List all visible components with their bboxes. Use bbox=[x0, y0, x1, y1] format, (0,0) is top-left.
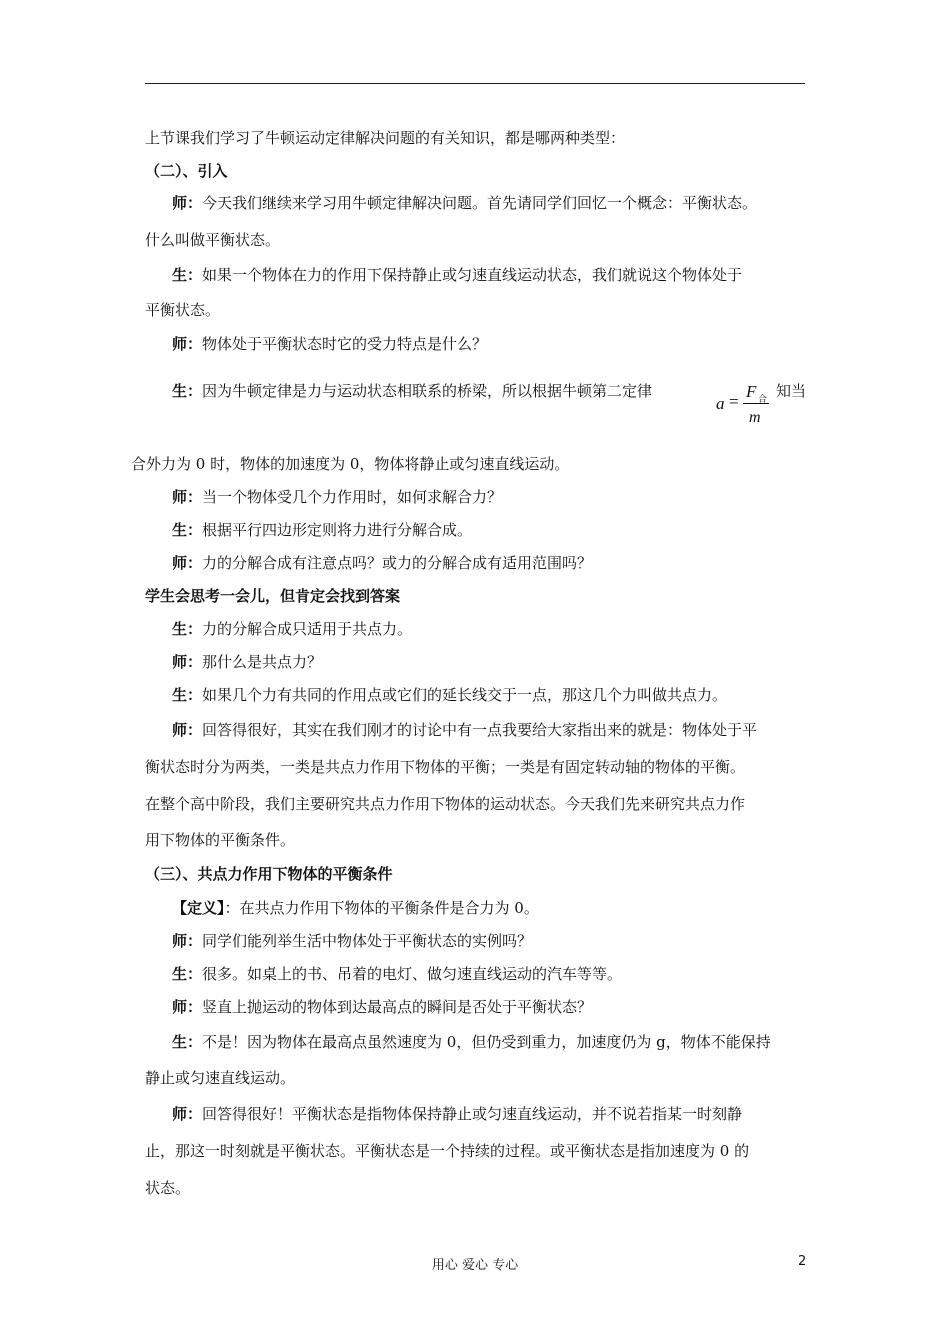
dialogue-line: 师：力的分解合成有注意点吗？或力的分解合成有适用范围吗？ bbox=[172, 554, 593, 572]
dialogue-line: 师：当一个物体受几个力作用时，如何求解合力？ bbox=[172, 488, 503, 506]
dialogue-line: 合外力为 0 时，物体的加速度为 0，物体将静止或匀速直线运动。 bbox=[131, 455, 570, 473]
dialogue-line: 师：那什么是共点力？ bbox=[172, 653, 323, 671]
formula-a: a bbox=[716, 394, 725, 413]
dialogue-line: 在整个高中阶段，我们主要研究共点力作用下物体的运动状态。今天我们先来研究共点力作 bbox=[145, 795, 746, 813]
dialogue-line: 生：根据平行四边形定则将力进行分解合成。 bbox=[172, 521, 473, 539]
formula-equals: = bbox=[729, 392, 739, 411]
dialogue-line: 师：竖直上抛运动的物体到达最高点的瞬间是否处于平衡状态？ bbox=[172, 998, 593, 1016]
definition-line: 【定义】：在共点力作用下物体的平衡条件是合力为 0。 bbox=[172, 899, 539, 917]
dialogue-line: 静止或匀速直线运动。 bbox=[145, 1069, 296, 1087]
formula-m: m bbox=[749, 409, 761, 426]
dialogue-line: 衡状态时分为两类，一类是共点力作用下物体的平衡；一类是有固定转动轴的物体的平衡。 bbox=[145, 758, 746, 776]
newton-second-law-formula bbox=[716, 382, 776, 428]
dialogue-line: 生：如果一个物体在力的作用下保持静止或匀速直线运动状态，我们就说这个物体处于 bbox=[172, 266, 743, 284]
dialogue-line: 生：如果几个力有共同的作用点或它们的延长线交于一点，那这几个力叫做共点力。 bbox=[172, 686, 728, 704]
header-rule bbox=[145, 83, 805, 84]
dialogue-line: 生：力的分解合成只适用于共点力。 bbox=[172, 620, 413, 638]
dialogue-line: 止，那这一时刻就是平衡状态。平衡状态是一个持续的过程。或平衡状态是指加速度为 0 的 bbox=[145, 1142, 750, 1160]
dialogue-line: 平衡状态。 bbox=[145, 301, 221, 319]
dialogue-line: 师：今天我们继续来学习用牛顿定律解决问题。首先请同学们回忆一个概念：平衡状态。 bbox=[172, 194, 758, 212]
dialogue-line: 师：回答得很好，其实在我们刚才的讨论中有一点我要给大家指出来的就是：物体处于平 bbox=[172, 721, 758, 739]
dialogue-line: 知当 bbox=[776, 382, 807, 400]
dialogue-line: 状态。 bbox=[145, 1179, 191, 1197]
fraction-bar bbox=[743, 403, 769, 404]
section-heading-conditions: （三）、共点力作用下物体的平衡条件 bbox=[145, 865, 393, 883]
page-number: 2 bbox=[798, 1254, 807, 1269]
bold-note: 学生会思考一会儿，但肯定会找到答案 bbox=[145, 587, 401, 605]
dialogue-line: 生：很多。如桌上的书、吊着的电灯、做匀速直线运动的汽车等等。 bbox=[172, 965, 623, 983]
intro-line: 上节课我们学习了牛顿运动定律解决问题的有关知识，都是哪两种类型： bbox=[145, 129, 626, 147]
section-heading-intro: （二）、引入 bbox=[145, 162, 228, 180]
formula-F: F bbox=[746, 382, 757, 401]
dialogue-line: 师：回答得很好！平衡状态是指物体保持静止或匀速直线运动，并不说若指某一时刻静 bbox=[172, 1105, 743, 1123]
dialogue-line: 生：因为牛顿定律是力与运动状态相联系的桥梁，所以根据牛顿第二定律 bbox=[172, 382, 653, 400]
dialogue-line: 师：同学们能列举生活中物体处于平衡状态的实例吗？ bbox=[172, 932, 533, 950]
dialogue-line: 师：物体处于平衡状态时它的受力特点是什么？ bbox=[172, 335, 488, 353]
dialogue-line: 用下物体的平衡条件。 bbox=[145, 831, 296, 849]
footer-motto: 用心 爱心 专心 bbox=[431, 1258, 519, 1273]
dialogue-line: 什么叫做平衡状态。 bbox=[145, 231, 281, 249]
formula-subscript: 合 bbox=[758, 394, 768, 404]
dialogue-line: 生：不是！因为物体在最高点虽然速度为 0，但仍受到重力，加速度仍为 g，物体不能保持 bbox=[172, 1033, 771, 1051]
